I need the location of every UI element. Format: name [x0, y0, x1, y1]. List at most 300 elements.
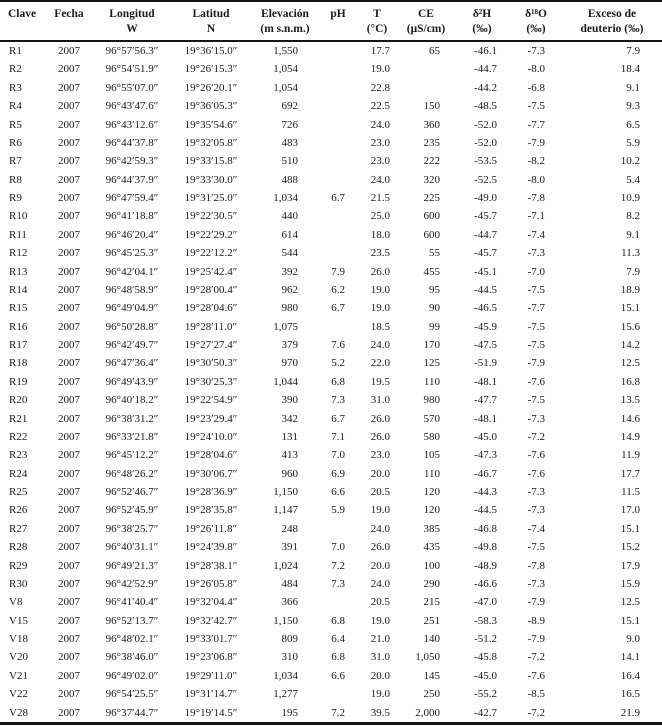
cell-ce: 215	[423, 596, 440, 609]
cell-fecha: 2007	[58, 339, 80, 351]
cell-ce: 385	[423, 522, 440, 535]
cell-fecha: 2007	[58, 633, 80, 645]
cell-t: 22.5	[370, 100, 390, 113]
cell-elevacion: 390	[281, 394, 298, 407]
cell-elevacion: 614	[281, 228, 298, 241]
table-row	[0, 630, 662, 648]
cell-d2h: -52.0	[474, 136, 497, 149]
cell-clave: R17	[9, 339, 28, 351]
cell-d2h: -45.1	[474, 265, 497, 278]
cell-fecha: 2007	[58, 247, 80, 260]
table-row	[0, 97, 662, 115]
cell-clave: R14	[9, 283, 28, 296]
cell-longitud: 96°42′04.1″	[105, 265, 159, 278]
cell-ce: 55	[429, 247, 440, 260]
cell-t: 23.0	[370, 136, 390, 149]
cell-fecha: 2007	[58, 63, 80, 76]
cell-longitud: 96°49′43.9″	[105, 375, 159, 388]
table-row	[0, 299, 662, 317]
cell-ce: 110	[423, 467, 440, 480]
cell-elevacion: 1,034	[273, 192, 298, 204]
cell-d18o: -7.6	[527, 669, 545, 682]
table-row	[0, 373, 662, 391]
cell-longitud: 96°45′12.2″	[105, 449, 159, 462]
cell-ce: 570	[423, 412, 440, 425]
cell-d18o: -7.3	[527, 247, 545, 260]
cell-d18o: -7.4	[527, 522, 545, 535]
cell-t: 26.0	[370, 430, 390, 443]
cell-ph: 7.3	[331, 577, 345, 590]
cell-d18o: -8.2	[527, 155, 545, 168]
table-row	[0, 263, 662, 281]
column-sublabel: (μS/cm)	[406, 23, 446, 35]
cell-exceso: 18.9	[620, 283, 640, 296]
cell-clave: R26	[9, 504, 28, 517]
cell-exceso: 9.1	[626, 228, 640, 241]
cell-t: 23.0	[370, 155, 390, 168]
column-header-d2h	[454, 1, 510, 41]
cell-longitud: 96°42′59.3″	[105, 155, 159, 168]
cell-fecha: 2007	[58, 669, 80, 682]
cell-elevacion: 195	[281, 706, 298, 719]
cell-longitud: 96°41′40.4″	[105, 596, 159, 609]
cell-d2h: -45.0	[474, 430, 497, 443]
cell-latitud: 19°24′39.8″	[184, 541, 238, 554]
cell-clave: R30	[9, 577, 28, 590]
cell-d18o: -7.5	[527, 541, 545, 554]
cell-exceso: 11.9	[621, 449, 640, 462]
cell-d2h: -46.8	[474, 522, 497, 535]
table-row	[0, 134, 662, 152]
cell-t: 19.0	[370, 614, 390, 627]
cell-d18o: -7.9	[527, 596, 545, 609]
table-row	[0, 648, 662, 666]
table-row	[0, 465, 662, 483]
cell-clave: R29	[9, 559, 28, 572]
cell-latitud: 19°28′38.1″	[184, 559, 238, 572]
cell-ce: 600	[423, 210, 440, 223]
cell-clave: R24	[9, 467, 28, 480]
cell-d2h: -45.7	[474, 247, 497, 260]
cell-d18o: -7.0	[527, 265, 545, 278]
cell-t: 39.5	[370, 706, 390, 719]
table-row	[0, 667, 662, 685]
cell-latitud: 19°32′42.7″	[184, 614, 238, 627]
cell-elevacion: 413	[281, 449, 298, 462]
cell-longitud: 96°55′07.0″	[105, 81, 159, 94]
cell-ph	[320, 244, 356, 262]
cell-t: 24.0	[370, 577, 390, 590]
cell-ph: 6.8	[331, 375, 345, 388]
cell-longitud: 96°47′59.4″	[105, 192, 159, 204]
cell-ce: 290	[423, 577, 440, 590]
table-row	[0, 704, 662, 724]
table-row	[0, 152, 662, 170]
cell-latitud: 19°22′54.9″	[184, 394, 238, 407]
cell-clave: R3	[9, 81, 22, 94]
cell-fecha: 2007	[58, 320, 80, 333]
cell-fecha: 2007	[58, 412, 80, 425]
cell-fecha: 2007	[58, 651, 80, 664]
cell-clave: R22	[9, 430, 28, 443]
cell-d2h: -42.7	[474, 706, 497, 719]
cell-ph	[320, 134, 356, 152]
cell-d2h: -55.2	[474, 688, 497, 701]
cell-t: 19.5	[370, 375, 390, 388]
cell-elevacion: 960	[281, 467, 298, 480]
column-header-d18o	[510, 1, 562, 41]
cell-ce: 251	[423, 614, 440, 627]
cell-fecha: 2007	[58, 100, 80, 113]
cell-clave: R16	[9, 320, 28, 333]
table-row	[0, 428, 662, 446]
cell-latitud: 19°33′15.8″	[184, 155, 238, 168]
cell-ce: 120	[423, 504, 440, 517]
cell-d2h: -45.9	[474, 320, 497, 333]
table-row	[0, 226, 662, 244]
table-row	[0, 593, 662, 611]
cell-d18o: -8.5	[527, 688, 545, 701]
cell-t: 18.5	[370, 320, 390, 333]
cell-exceso: 13.5	[620, 394, 640, 407]
cell-t: 25.0	[370, 210, 390, 223]
cell-fecha: 2007	[58, 118, 80, 131]
cell-latitud: 19°26′05.8″	[184, 577, 238, 590]
cell-elevacion: 544	[281, 247, 298, 260]
column-label: δ²H	[472, 8, 492, 20]
cell-ph	[320, 97, 356, 115]
cell-t: 22.0	[370, 357, 390, 370]
cell-ph: 5.2	[331, 357, 345, 370]
cell-fecha: 2007	[58, 81, 80, 94]
column-header-ph	[320, 1, 356, 41]
cell-d2h: -47.5	[474, 339, 497, 351]
cell-ph: 7.6	[331, 339, 345, 351]
column-header-latitud	[172, 1, 250, 41]
cell-latitud: 19°28′04.6″	[184, 449, 238, 462]
cell-longitud: 96°44′37.8″	[105, 136, 159, 149]
cell-d2h: -44.7	[474, 63, 497, 76]
cell-d18o: -7.3	[527, 577, 545, 590]
cell-elevacion: 1,147	[273, 504, 298, 517]
column-label: pH	[330, 8, 346, 20]
cell-ph: 7.9	[331, 265, 345, 278]
table-row	[0, 116, 662, 134]
cell-elevacion: 1,054	[273, 63, 298, 76]
cell-t: 20.0	[370, 467, 390, 480]
cell-exceso: 15.6	[620, 320, 640, 333]
cell-t: 24.0	[370, 339, 390, 351]
cell-exceso: 9.1	[626, 81, 640, 94]
cell-longitud: 96°49′21.3″	[105, 559, 159, 572]
cell-clave: R9	[9, 192, 22, 204]
cell-ce: 125	[423, 357, 440, 370]
cell-t: 31.0	[370, 394, 390, 407]
cell-fecha: 2007	[58, 559, 80, 572]
table-row	[0, 171, 662, 189]
cell-latitud: 19°25′42.4″	[184, 265, 238, 278]
cell-clave: R11	[9, 228, 27, 241]
cell-elevacion: 488	[281, 173, 298, 186]
cell-ce: 1,050	[415, 651, 440, 664]
cell-ce: 455	[423, 265, 440, 278]
cell-fecha: 2007	[58, 357, 80, 370]
cell-d2h: -52.0	[474, 118, 497, 131]
column-label: Clave	[8, 8, 37, 20]
cell-t: 23.5	[370, 247, 390, 260]
cell-longitud: 96°40′31.1″	[105, 541, 159, 554]
cell-latitud: 19°33′30.0″	[184, 173, 238, 186]
cell-ph: 6.7	[331, 192, 345, 204]
cell-longitud: 96°52′13.7″	[105, 614, 159, 627]
column-header-longitud	[92, 1, 172, 41]
cell-exceso: 11.5	[621, 486, 640, 498]
cell-d2h: -46.5	[474, 302, 497, 315]
cell-clave: R23	[9, 449, 28, 462]
cell-d2h: -48.1	[474, 412, 497, 425]
cell-exceso: 15.9	[620, 577, 640, 590]
cell-exceso: 9.0	[626, 633, 640, 645]
cell-latitud: 19°30′50.3″	[184, 357, 238, 370]
cell-fecha: 2007	[58, 504, 80, 517]
cell-longitud: 96°52′46.7″	[105, 486, 159, 498]
cell-ce: 600	[423, 228, 440, 241]
cell-latitud: 19°26′15.3″	[184, 63, 238, 76]
cell-longitud: 96°33′21.8″	[105, 430, 159, 443]
cell-ce: 435	[423, 541, 440, 554]
cell-latitud: 19°31′14.7″	[184, 688, 238, 701]
cell-elevacion: 391	[281, 541, 298, 554]
cell-ph	[320, 41, 356, 60]
cell-clave: R13	[9, 265, 28, 278]
cell-ph: 7.2	[331, 559, 345, 572]
cell-latitud: 19°26′20.1″	[184, 81, 238, 94]
cell-fecha: 2007	[58, 228, 80, 241]
column-label: δ¹⁸O	[525, 8, 547, 20]
header-row	[0, 1, 662, 41]
cell-elevacion: 366	[281, 596, 298, 609]
cell-t: 19.0	[370, 302, 390, 315]
cell-exceso: 10.2	[620, 155, 640, 168]
table-row	[0, 446, 662, 464]
cell-ph	[320, 593, 356, 611]
cell-d18o: -7.8	[527, 192, 545, 204]
cell-ph: 5.9	[331, 504, 345, 517]
cell-t: 20.0	[370, 669, 390, 682]
table-body	[0, 41, 662, 723]
cell-fecha: 2007	[58, 449, 80, 462]
cell-longitud: 96°57′56.3″	[105, 45, 159, 57]
cell-latitud: 19°23′06.8″	[184, 651, 238, 664]
table-row	[0, 685, 662, 703]
cell-fecha: 2007	[58, 375, 80, 388]
table-row	[0, 336, 662, 354]
cell-ce: 65	[429, 45, 440, 57]
cell-elevacion: 1,034	[273, 669, 298, 682]
cell-exceso: 17.7	[620, 467, 640, 480]
cell-ce: 980	[423, 394, 440, 407]
cell-latitud: 19°32′04.4″	[184, 596, 238, 609]
cell-clave: V21	[9, 669, 28, 682]
cell-d18o: -6.8	[527, 81, 545, 94]
cell-d2h: -51.2	[474, 633, 497, 645]
cell-d2h: -45.7	[474, 210, 497, 223]
cell-d2h: -45.0	[474, 669, 497, 682]
cell-t: 26.0	[370, 541, 390, 554]
column-label: CE	[418, 8, 434, 20]
cell-d2h: -47.0	[474, 596, 497, 609]
table-row	[0, 520, 662, 538]
cell-d2h: -44.2	[474, 81, 497, 94]
cell-latitud: 19°28′36.9″	[184, 486, 238, 498]
cell-exceso: 17.9	[620, 559, 640, 572]
cell-ph: 6.7	[331, 412, 345, 425]
cell-latitud: 19°30′25.3″	[184, 375, 238, 388]
cell-ce	[398, 79, 454, 97]
cell-d18o: -7.5	[527, 283, 545, 296]
cell-ph: 7.1	[331, 430, 345, 443]
cell-ph: 6.7	[331, 302, 345, 315]
cell-d2h: -58.3	[474, 614, 497, 627]
cell-d2h: -48.9	[474, 559, 497, 572]
cell-d18o: -7.6	[527, 449, 545, 462]
cell-ce: 580	[423, 430, 440, 443]
cell-exceso: 14.2	[620, 339, 640, 351]
cell-t: 24.0	[370, 522, 390, 535]
cell-fecha: 2007	[58, 265, 80, 278]
cell-d18o: -7.7	[527, 118, 545, 131]
cell-ph	[320, 520, 356, 538]
cell-longitud: 96°44′37.9″	[105, 173, 159, 186]
cell-ph: 6.8	[331, 651, 345, 664]
table-row	[0, 501, 662, 519]
cell-d2h: -46.1	[474, 45, 497, 57]
table-row	[0, 41, 662, 60]
cell-elevacion: 809	[281, 633, 298, 645]
cell-ce: 95	[429, 283, 440, 296]
cell-latitud: 19°35′54.6″	[184, 118, 238, 131]
cell-exceso: 17.0	[620, 504, 640, 517]
cell-ph: 6.4	[331, 633, 345, 645]
cell-d18o: -7.8	[527, 559, 545, 572]
cell-elevacion: 980	[281, 302, 298, 315]
cell-d18o: -7.5	[527, 339, 545, 351]
cell-elevacion: 131	[281, 430, 298, 443]
cell-exceso: 16.4	[620, 669, 640, 682]
cell-elevacion: 342	[281, 412, 298, 425]
cell-fecha: 2007	[58, 467, 80, 480]
column-sublabel: (m s.n.m.)	[260, 23, 310, 35]
cell-ce: 140	[423, 633, 440, 645]
cell-latitud: 19°33′01.7″	[184, 633, 238, 645]
cell-exceso: 14.9	[620, 430, 640, 443]
cell-elevacion: 970	[281, 357, 298, 370]
cell-exceso: 15.1	[620, 522, 640, 535]
cell-d2h: -44.5	[474, 504, 497, 517]
cell-exceso: 12.5	[620, 357, 640, 370]
cell-longitud: 96°37′44.7″	[105, 706, 159, 719]
cell-fecha: 2007	[58, 302, 80, 315]
cell-t: 20.5	[370, 596, 390, 609]
cell-latitud: 19°28′35.8″	[184, 504, 238, 517]
cell-ph	[320, 152, 356, 170]
cell-d18o: -7.6	[527, 375, 545, 388]
column-sublabel: W	[126, 23, 138, 35]
table-row	[0, 612, 662, 630]
cell-elevacion: 1,150	[273, 614, 298, 627]
cell-clave: R21	[9, 412, 28, 425]
cell-elevacion: 1,044	[273, 375, 298, 388]
table-row	[0, 391, 662, 409]
cell-clave: V20	[9, 651, 28, 664]
cell-longitud: 96°43′47.6″	[105, 100, 159, 113]
cell-elevacion: 1,075	[273, 320, 298, 333]
cell-longitud: 96°52′45.9″	[105, 504, 159, 517]
cell-clave: R12	[9, 247, 28, 260]
cell-exceso: 7.9	[626, 265, 640, 278]
cell-ph: 6.6	[331, 486, 345, 498]
cell-ph	[320, 60, 356, 78]
cell-exceso: 14.1	[620, 651, 640, 664]
cell-d18o: -7.7	[527, 302, 545, 315]
cell-d2h: -49.0	[474, 192, 497, 204]
cell-clave: R1	[9, 45, 22, 57]
cell-ce: 150	[423, 100, 440, 113]
cell-t: 24.0	[370, 173, 390, 186]
cell-d18o: -7.2	[527, 430, 545, 443]
cell-ce: 250	[423, 688, 440, 701]
cell-elevacion: 726	[281, 118, 298, 131]
cell-elevacion: 510	[281, 155, 298, 168]
cell-exceso: 10.9	[620, 192, 640, 204]
cell-clave: R15	[9, 302, 28, 315]
cell-exceso: 9.3	[626, 100, 640, 113]
cell-t: 31.0	[370, 651, 390, 664]
cell-elevacion: 392	[281, 265, 298, 278]
table-row	[0, 60, 662, 78]
cell-latitud: 19°24′10.0″	[184, 430, 238, 443]
cell-fecha: 2007	[58, 688, 80, 701]
table-row	[0, 207, 662, 225]
cell-exceso: 6.5	[626, 118, 640, 131]
cell-latitud: 19°23′29.4″	[184, 412, 238, 425]
table-row	[0, 575, 662, 593]
cell-elevacion: 1,150	[273, 486, 298, 498]
cell-t: 19.0	[370, 283, 390, 296]
cell-ce: 110	[423, 375, 440, 388]
cell-longitud: 96°48′02.1″	[105, 633, 159, 645]
cell-d18o: -7.3	[527, 412, 545, 425]
cell-fecha: 2007	[58, 283, 80, 296]
cell-fecha: 2007	[58, 394, 80, 407]
cell-longitud: 96°48′26.2″	[105, 467, 159, 480]
cell-t: 19.0	[370, 504, 390, 517]
cell-d18o: -8.9	[527, 614, 545, 627]
cell-longitud: 96°45′25.3″	[105, 247, 159, 260]
cell-fecha: 2007	[58, 173, 80, 186]
cell-elevacion: 379	[281, 339, 298, 351]
cell-clave: R2	[9, 63, 22, 76]
cell-elevacion: 484	[281, 577, 298, 590]
cell-ce: 145	[423, 669, 440, 682]
cell-d2h: -47.7	[474, 394, 497, 407]
cell-longitud: 96°43′12.6″	[105, 118, 159, 131]
cell-clave: R28	[9, 541, 28, 554]
cell-d18o: -7.3	[527, 504, 545, 517]
cell-elevacion: 692	[281, 100, 298, 113]
cell-ph: 7.3	[331, 394, 345, 407]
cell-longitud: 96°42′52.9″	[105, 577, 159, 590]
